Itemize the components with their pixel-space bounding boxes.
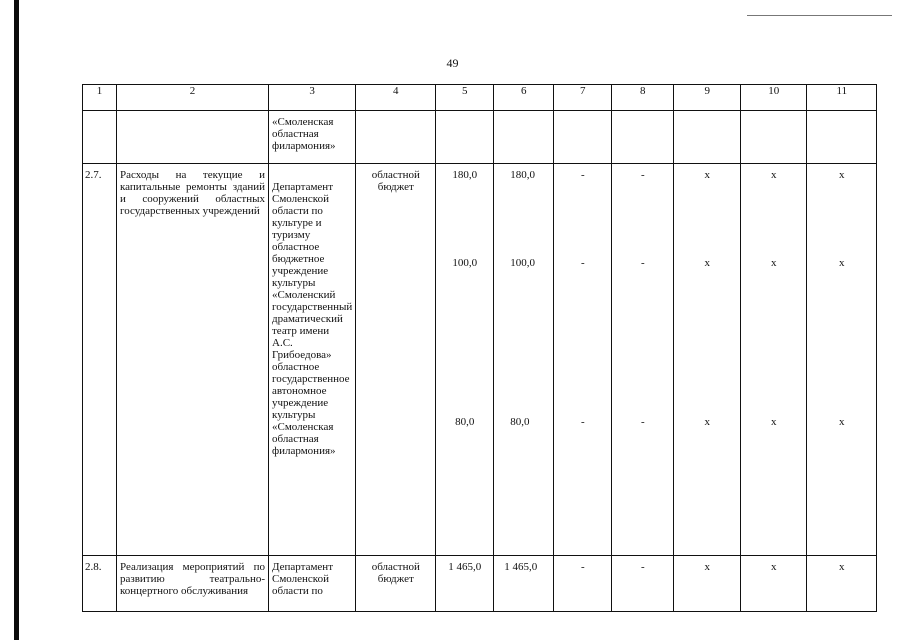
header-col-9: 9 — [674, 85, 741, 111]
header-col-3: 3 — [269, 85, 356, 111]
budget-table — [82, 84, 877, 612]
header-col-4: 4 — [356, 85, 436, 111]
funding-source: областной бюджет — [371, 561, 420, 585]
header-col-6: 6 — [494, 85, 554, 111]
value-col-6: 180,0 — [510, 169, 536, 181]
value-col-10: х — [771, 169, 777, 181]
value-col-6: 100,0 — [510, 257, 536, 269]
value-col-9: х — [704, 257, 711, 269]
table-row-2-7 — [83, 164, 877, 556]
table-row-2-8 — [83, 556, 877, 612]
value-col-8: - — [640, 257, 645, 269]
header-col-8: 8 — [612, 85, 674, 111]
value-col-11: х — [839, 169, 845, 181]
row-number: 2.8. — [85, 561, 102, 573]
header-col-10: 10 — [741, 85, 807, 111]
value-col-10: х — [771, 257, 777, 269]
row-number: 2.7. — [85, 169, 102, 181]
value-col-5: 100,0 — [452, 257, 478, 269]
scan-edge-bar — [14, 0, 19, 640]
value-col-11: х — [839, 416, 845, 428]
page-number: 49 — [446, 56, 459, 70]
value-col-11: х — [839, 561, 845, 573]
value-col-10: х — [771, 416, 777, 428]
header-col-5: 5 — [436, 85, 494, 111]
value-col-7: - — [580, 169, 585, 181]
measure-name: Реализация мероприятий по развитию театрально-концертного обслуживания — [120, 561, 265, 597]
header-row — [83, 85, 877, 111]
value-col-11: х — [839, 257, 845, 269]
measure-name: Расходы на текущие и капитальные ремонты зданий и сооружений областных государственных учреждений — [120, 169, 265, 217]
value-col-9: х — [704, 169, 711, 181]
value-col-7: - — [580, 561, 585, 573]
executor-cell: Департамент Смоленской области по культуре и туризму областное бюджетное учреждение культуры «Смоленский государственный драматический театр имени А.С. Грибоедова» областное государственное автономное учреждение культуры «Смоленская областная филармония» — [272, 181, 353, 457]
value-col-5: 80,0 — [455, 416, 475, 428]
funding-source: областной бюджет — [371, 169, 420, 193]
header-col-11: 11 — [807, 85, 877, 111]
executor-cell: «Смоленская областная филармония» — [272, 116, 336, 152]
value-col-8: - — [640, 561, 645, 573]
value-col-10: х — [771, 561, 777, 573]
value-col-9: х — [704, 561, 711, 573]
executor-cell: Департамент Смоленской области по — [272, 561, 334, 597]
value-col-6: 1 465,0 — [504, 561, 538, 573]
header-col-1: 1 — [83, 85, 117, 111]
value-col-6: 80,0 — [510, 416, 530, 428]
value-col-7: - — [580, 416, 585, 428]
value-col-5: 1 465,0 — [448, 561, 482, 573]
value-col-8: - — [640, 416, 645, 428]
value-col-9: х — [704, 416, 711, 428]
value-col-8: - — [640, 169, 645, 181]
top-rule-line — [747, 15, 892, 16]
header-col-2: 2 — [117, 85, 269, 111]
value-col-5: 180,0 — [452, 169, 478, 181]
header-col-7: 7 — [554, 85, 612, 111]
table-row-continuation — [83, 111, 877, 164]
value-col-7: - — [580, 257, 585, 269]
